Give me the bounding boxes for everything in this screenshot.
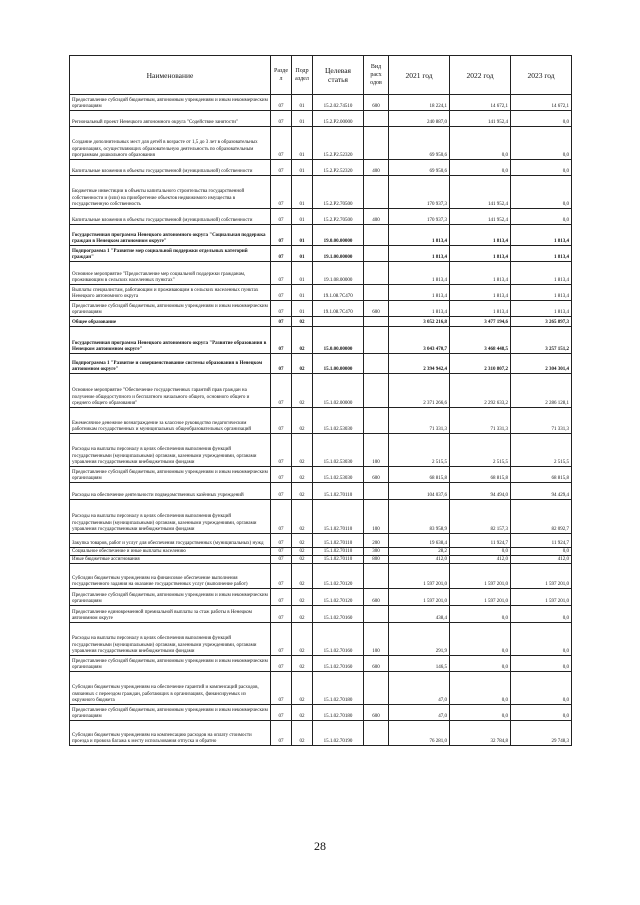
table-row <box>70 127 572 160</box>
row-2022: 68 815,8 <box>450 467 511 483</box>
row-2022: 3 477 194,6 <box>450 317 511 327</box>
row-2021: 1 813,4 <box>389 285 450 301</box>
row-razdel: 07 <box>271 434 292 467</box>
row-2023: 2 515,5 <box>511 434 572 467</box>
row-statya: 15.2.P2.00000 <box>313 111 364 127</box>
row-vid <box>364 285 389 301</box>
row-podrazdel: 01 <box>292 160 313 176</box>
table-row <box>70 301 572 317</box>
row-vid <box>364 111 389 127</box>
row-statya: 15.1.02.70180 <box>313 705 364 721</box>
row-statya: 15.1.02.70110 <box>313 548 364 556</box>
row-vid: 300 <box>364 548 389 556</box>
row-vid: 400 <box>364 160 389 176</box>
row-podrazdel: 02 <box>292 317 313 327</box>
table-row <box>70 589 572 606</box>
row-2021: 18 224,1 <box>389 95 450 111</box>
row-2021: 170 937,3 <box>389 176 450 209</box>
row-2021: 291,9 <box>389 623 450 656</box>
table-row <box>70 209 572 225</box>
row-2023: 68 815,8 <box>511 467 572 483</box>
row-razdel: 07 <box>271 500 292 534</box>
row-2023: 0,0 <box>511 656 572 672</box>
table-row <box>70 721 572 746</box>
table-row <box>70 500 572 534</box>
page-number: 28 <box>314 839 326 853</box>
row-2022: 1 813,4 <box>450 225 511 246</box>
row-name: Предоставление субсидий бюджетным, автономным учреждениям и иным некоммерческим организациям <box>70 705 271 721</box>
row-vid <box>364 564 389 589</box>
row-name: Закупка товаров, работ и услуг для обеспечения государственных (муниципальных) нужд <box>70 534 271 548</box>
row-podrazdel: 02 <box>292 564 313 589</box>
row-name: Предоставление субсидий бюджетным, автономным учреждениям и иным некоммерческим организациям <box>70 656 271 672</box>
row-2021: 104 037,6 <box>389 483 450 500</box>
row-podrazdel: 01 <box>292 301 313 317</box>
row-2021: 69 950,6 <box>389 127 450 160</box>
row-2021: 3 052 216,8 <box>389 317 450 327</box>
table-row <box>70 160 572 176</box>
row-2021: 438,4 <box>389 606 450 623</box>
row-2023: 0,0 <box>511 209 572 225</box>
row-2021: 1 597 201,0 <box>389 589 450 606</box>
row-2023: 94 429,4 <box>511 483 572 500</box>
row-razdel: 07 <box>271 176 292 209</box>
row-statya: 19.1.08.00000 <box>313 262 364 285</box>
row-2023: 0,0 <box>511 705 572 721</box>
row-2021: 68 815,8 <box>389 467 450 483</box>
row-podrazdel: 02 <box>292 534 313 548</box>
row-statya: 15.1.00.00000 <box>313 354 364 374</box>
row-2021: 170 937,3 <box>389 209 450 225</box>
row-2021: 19 638,4 <box>389 534 450 548</box>
row-statya: 15.1.02.70160 <box>313 606 364 623</box>
row-podrazdel: 01 <box>292 225 313 246</box>
row-name: Выплаты специалистам, работающим и проживающим в сельских населенных пунктах Ненецкого автономного округа <box>70 285 271 301</box>
row-razdel: 07 <box>271 556 292 564</box>
table-row <box>70 111 572 127</box>
table-row <box>70 246 572 262</box>
row-vid <box>364 317 389 327</box>
row-podrazdel: 02 <box>292 672 313 705</box>
header-2023: 2023 год <box>511 56 572 95</box>
row-vid: 600 <box>364 705 389 721</box>
row-2021: 1 597 201,0 <box>389 564 450 589</box>
row-statya: 15.1.02.53030 <box>313 434 364 467</box>
row-razdel: 07 <box>271 672 292 705</box>
row-2023: 412,0 <box>511 556 572 564</box>
row-podrazdel: 01 <box>292 111 313 127</box>
row-podrazdel: 02 <box>292 408 313 434</box>
row-vid: 600 <box>364 589 389 606</box>
row-podrazdel: 02 <box>292 434 313 467</box>
row-2022: 0,0 <box>450 672 511 705</box>
row-2022: 82 157,3 <box>450 500 511 534</box>
row-name: Капитальные вложения в объекты государственной (муниципальной) собственности <box>70 209 271 225</box>
header-vid: Вид расх одов <box>364 56 389 95</box>
row-2023: 71 331,3 <box>511 408 572 434</box>
row-name: Основное мероприятие "Обеспечение государственных гарантий прав граждан на получение общедоступного и бесплатного начального общего, основного общего и среднего общего образования" <box>70 374 271 408</box>
row-podrazdel: 02 <box>292 483 313 500</box>
row-2023: 1 813,4 <box>511 246 572 262</box>
row-statya: 15.2.P2.70500 <box>313 209 364 225</box>
row-2022: 1 597 201,0 <box>450 564 511 589</box>
row-vid <box>364 246 389 262</box>
row-razdel: 07 <box>271 408 292 434</box>
row-2022: 1 813,4 <box>450 301 511 317</box>
table-row <box>70 374 572 408</box>
row-name: Капитальные вложения в объекты государственной (муниципальной) собственности <box>70 160 271 176</box>
row-razdel: 07 <box>271 285 292 301</box>
row-name: Предоставление субсидий бюджетным, автономным учреждениям и иным некоммерческим организациям <box>70 467 271 483</box>
row-statya: 15.1.02.70110 <box>313 556 364 564</box>
table-row <box>70 556 572 564</box>
row-2022: 2 310 807,2 <box>450 354 511 374</box>
row-podrazdel: 02 <box>292 500 313 534</box>
row-2022: 141 952,4 <box>450 209 511 225</box>
row-podrazdel: 02 <box>292 327 313 354</box>
row-2023: 1 813,4 <box>511 225 572 246</box>
row-2022: 32 784,8 <box>450 721 511 746</box>
row-name: Расходы на обеспечение деятельности подведомственных казённых учреждений <box>70 483 271 500</box>
row-2021: 412,0 <box>389 556 450 564</box>
row-vid <box>364 721 389 746</box>
row-razdel: 07 <box>271 705 292 721</box>
row-razdel: 07 <box>271 589 292 606</box>
row-name: Предоставление единовременной премиальной выплаты за стаж работы в Ненецком автономном округе <box>70 606 271 623</box>
row-2023: 3 265 897,3 <box>511 317 572 327</box>
row-razdel: 07 <box>271 483 292 500</box>
row-podrazdel: 01 <box>292 209 313 225</box>
table-row <box>70 548 572 556</box>
row-vid <box>364 408 389 434</box>
row-2021: 71 331,3 <box>389 408 450 434</box>
table-row <box>70 95 572 111</box>
row-2022: 1 813,4 <box>450 285 511 301</box>
table-row <box>70 262 572 285</box>
row-2023: 0,0 <box>511 672 572 705</box>
row-statya: 15.1.02.70160 <box>313 623 364 656</box>
row-name: Расходы на выплаты персоналу в целях обеспечения выполнения функций государственными (муниципальными) органами, казенными учреждениями, органами управления государственными внебюджетными фондами <box>70 500 271 534</box>
row-name: Иные бюджетные ассигнования <box>70 556 271 564</box>
row-name: Подпрограмма 1 "Развитие мер социальной поддержки отдельных категорий граждан" <box>70 246 271 262</box>
row-razdel: 07 <box>271 225 292 246</box>
row-vid <box>364 225 389 246</box>
row-vid <box>364 176 389 209</box>
row-podrazdel: 01 <box>292 262 313 285</box>
row-statya: 15.2.P2.52320 <box>313 160 364 176</box>
row-name: Государственная программа Ненецкого автономного округа "Развитие образования в Ненецком автономном округе" <box>70 327 271 354</box>
row-name: Региональный проект Ненецкого автономного округа "Содействие занятости" <box>70 111 271 127</box>
table-row <box>70 467 572 483</box>
row-2022: 0,0 <box>450 656 511 672</box>
row-statya: 15.1.02.70110 <box>313 534 364 548</box>
row-razdel: 07 <box>271 354 292 374</box>
row-statya: 15.1.02.70110 <box>313 483 364 500</box>
row-podrazdel: 02 <box>292 623 313 656</box>
row-2023: 0,0 <box>511 111 572 127</box>
table-row <box>70 564 572 589</box>
row-2023: 1 597 201,0 <box>511 589 572 606</box>
row-vid: 600 <box>364 301 389 317</box>
row-razdel: 07 <box>271 656 292 672</box>
row-razdel: 07 <box>271 721 292 746</box>
row-2023: 0,0 <box>511 606 572 623</box>
row-vid <box>364 672 389 705</box>
row-name: Субсидии бюджетным учреждениям на компенсацию расходов на оплату стоимости проезда и провоза багажа к месту использования отпуска и обратно <box>70 721 271 746</box>
row-razdel: 07 <box>271 327 292 354</box>
row-2022: 1 813,4 <box>450 246 511 262</box>
header-statya: Целевая статья <box>313 56 364 95</box>
row-2023: 1 813,4 <box>511 285 572 301</box>
row-2021: 3 043 470,7 <box>389 327 450 354</box>
row-podrazdel: 01 <box>292 285 313 301</box>
row-2023: 0,0 <box>511 548 572 556</box>
row-2021: 69 950,6 <box>389 160 450 176</box>
row-2021: 1 813,4 <box>389 301 450 317</box>
row-razdel: 07 <box>271 246 292 262</box>
row-2023: 2 304 301,4 <box>511 354 572 374</box>
row-vid <box>364 327 389 354</box>
table-row <box>70 176 572 209</box>
row-statya: 19.1.08.7C470 <box>313 285 364 301</box>
row-2022: 14 672,1 <box>450 95 511 111</box>
row-2023: 82 092,7 <box>511 500 572 534</box>
table-row <box>70 483 572 500</box>
row-statya: 19.1.08.7C470 <box>313 301 364 317</box>
row-2023: 1 813,4 <box>511 301 572 317</box>
row-statya: 15.1.02.70180 <box>313 672 364 705</box>
row-name: Государственная программа Ненецкого автономного округа "Социальная поддержка граждан в Ненецком автономном округе" <box>70 225 271 246</box>
budget-table <box>69 55 572 746</box>
row-2021: 2 394 942,4 <box>389 354 450 374</box>
row-2023: 3 257 151,2 <box>511 327 572 354</box>
row-name: Предоставление субсидий бюджетным, автономным учреждениям и иным некоммерческим организациям <box>70 95 271 111</box>
row-name: Создание дополнительных мест для детей в возрасте от 1,5 до 3 лет в образовательных организациях, осуществляющих образовательную деятельность по образовательным программам дошкольного образования <box>70 127 271 160</box>
row-statya: 15.1.02.70190 <box>313 721 364 746</box>
row-2021: 47,0 <box>389 672 450 705</box>
row-2022: 2 515,5 <box>450 434 511 467</box>
row-podrazdel: 01 <box>292 246 313 262</box>
table-row <box>70 434 572 467</box>
table-row <box>70 317 572 327</box>
row-name: Субсидии бюджетным учреждениям на финансовое обеспечение выполнения государственного задания на оказание государственных услуг (выполнение работ) <box>70 564 271 589</box>
row-2022: 0,0 <box>450 160 511 176</box>
row-2022: 0,0 <box>450 548 511 556</box>
row-vid <box>364 127 389 160</box>
row-name: Расходы на выплаты персоналу в целях обеспечения выполнения функций государственными (муниципальными) органами, казенными учреждениями, органами управления государственными внебюджетными фондами <box>70 434 271 467</box>
row-razdel: 07 <box>271 111 292 127</box>
row-statya: 19.1.00.00000 <box>313 246 364 262</box>
table-row <box>70 623 572 656</box>
row-2022: 3 468 448,5 <box>450 327 511 354</box>
row-2022: 412,0 <box>450 556 511 564</box>
row-2023: 1 813,4 <box>511 262 572 285</box>
row-razdel: 07 <box>271 374 292 408</box>
row-statya: 15.1.02.70160 <box>313 656 364 672</box>
row-razdel: 07 <box>271 209 292 225</box>
row-statya: 15.1.02.70120 <box>313 589 364 606</box>
row-razdel: 07 <box>271 548 292 556</box>
row-2022: 0,0 <box>450 705 511 721</box>
table-row <box>70 285 572 301</box>
row-name: Расходы на выплаты персоналу в целях обеспечения выполнения функций государственными (муниципальными) органами, казенными учреждениями, органами управления государственными внебюджетными фондами <box>70 623 271 656</box>
row-vid <box>364 354 389 374</box>
row-statya: 15.2.P2.70500 <box>313 176 364 209</box>
row-2022: 141 952,4 <box>450 111 511 127</box>
row-razdel: 07 <box>271 127 292 160</box>
header-2022: 2022 год <box>450 56 511 95</box>
row-vid: 100 <box>364 434 389 467</box>
row-razdel: 07 <box>271 262 292 285</box>
row-2021: 47,0 <box>389 705 450 721</box>
table-row <box>70 408 572 434</box>
row-podrazdel: 02 <box>292 548 313 556</box>
row-vid: 100 <box>364 500 389 534</box>
row-statya: 15.1.02.53030 <box>313 408 364 434</box>
header-razdel: Разде л <box>271 56 292 95</box>
table-row <box>70 534 572 548</box>
row-vid: 600 <box>364 95 389 111</box>
row-vid <box>364 262 389 285</box>
row-vid: 800 <box>364 556 389 564</box>
table-row <box>70 327 572 354</box>
row-name: Подпрограмма 1 "Развитие и совершенствование системы образования в Ненецком автономном округе" <box>70 354 271 374</box>
row-name: Субсидии бюджетным учреждениям на обеспечение гарантий и компенсаций расходов, связанных с переездом граждан, работающих в организациях, финансируемых из окружного бюджета <box>70 672 271 705</box>
header-podrazdel: Подр аздел <box>292 56 313 95</box>
row-vid: 200 <box>364 534 389 548</box>
row-2023: 0,0 <box>511 127 572 160</box>
row-2022: 0,0 <box>450 127 511 160</box>
row-name: Бюджетные инвестиции в объекты капитального строительства государственной собственности и (или) на приобретение объектов недвижимого имущества в государственную собственность <box>70 176 271 209</box>
table-row <box>70 656 572 672</box>
row-2021: 28,2 <box>389 548 450 556</box>
row-vid: 600 <box>364 656 389 672</box>
row-2021: 1 813,4 <box>389 225 450 246</box>
row-name: Основное мероприятие "Предоставление мер социальной поддержки гражданам, проживающим в сельских населенных пунктах" <box>70 262 271 285</box>
row-vid: 100 <box>364 623 389 656</box>
row-podrazdel: 02 <box>292 354 313 374</box>
row-2022: 0,0 <box>450 606 511 623</box>
row-razdel: 07 <box>271 317 292 327</box>
row-podrazdel: 01 <box>292 95 313 111</box>
row-2023: 0,0 <box>511 160 572 176</box>
row-2021: 76 281,0 <box>389 721 450 746</box>
row-2021: 146,5 <box>389 656 450 672</box>
table-row <box>70 354 572 374</box>
table-row <box>70 705 572 721</box>
row-razdel: 07 <box>271 534 292 548</box>
row-2023: 0,0 <box>511 623 572 656</box>
row-statya: 19.0.00.00000 <box>313 225 364 246</box>
row-name: Предоставление субсидий бюджетным, автономным учреждениям и иным некоммерческим организациям <box>70 301 271 317</box>
row-vid <box>364 606 389 623</box>
row-podrazdel: 02 <box>292 589 313 606</box>
row-statya: 15.1.02.53030 <box>313 467 364 483</box>
header-name: Наименование <box>70 56 271 95</box>
row-name: Ежемесячное денежное вознаграждение за классное руководство педагогическим работникам государственных и муниципальных общеобразовательных организаций <box>70 408 271 434</box>
row-statya <box>313 317 364 327</box>
row-podrazdel: 01 <box>292 176 313 209</box>
row-name: Общее образование <box>70 317 271 327</box>
row-podrazdel: 02 <box>292 556 313 564</box>
row-razdel: 07 <box>271 606 292 623</box>
row-2023: 14 672,1 <box>511 95 572 111</box>
row-2022: 2 292 633,2 <box>450 374 511 408</box>
row-podrazdel: 02 <box>292 656 313 672</box>
table-header-row <box>70 56 572 95</box>
row-2022: 141 952,4 <box>450 176 511 209</box>
row-statya: 15.1.02.00000 <box>313 374 364 408</box>
row-2022: 11 924,7 <box>450 534 511 548</box>
row-2023: 11 924,7 <box>511 534 572 548</box>
row-2021: 2 371 266,6 <box>389 374 450 408</box>
row-razdel: 07 <box>271 160 292 176</box>
row-2021: 240 887,0 <box>389 111 450 127</box>
row-podrazdel: 02 <box>292 705 313 721</box>
row-vid <box>364 483 389 500</box>
row-2021: 83 958,9 <box>389 500 450 534</box>
table-body <box>70 95 572 746</box>
row-podrazdel: 02 <box>292 721 313 746</box>
row-2022: 71 331,3 <box>450 408 511 434</box>
table-row <box>70 606 572 623</box>
row-2023: 29 748,3 <box>511 721 572 746</box>
row-razdel: 07 <box>271 623 292 656</box>
row-razdel: 07 <box>271 564 292 589</box>
row-vid: 400 <box>364 209 389 225</box>
row-name: Предоставление субсидий бюджетным, автономным учреждениям и иным некоммерческим организациям <box>70 589 271 606</box>
row-vid <box>364 374 389 408</box>
row-2022: 1 813,4 <box>450 262 511 285</box>
row-podrazdel: 02 <box>292 467 313 483</box>
row-2021: 2 515,5 <box>389 434 450 467</box>
row-2023: 2 286 128,1 <box>511 374 572 408</box>
row-podrazdel: 02 <box>292 606 313 623</box>
row-statya: 15.1.02.70120 <box>313 564 364 589</box>
row-2021: 1 813,4 <box>389 262 450 285</box>
row-2022: 0,0 <box>450 623 511 656</box>
row-statya: 15.2.02.74510 <box>313 95 364 111</box>
row-razdel: 07 <box>271 467 292 483</box>
row-2021: 1 813,4 <box>389 246 450 262</box>
row-podrazdel: 01 <box>292 127 313 160</box>
budget-table-container <box>69 55 571 746</box>
row-2022: 1 597 201,0 <box>450 589 511 606</box>
row-vid: 600 <box>364 467 389 483</box>
row-statya: 15.1.02.70110 <box>313 500 364 534</box>
row-podrazdel: 02 <box>292 374 313 408</box>
row-name: Социальное обеспечение и иные выплаты населению <box>70 548 271 556</box>
table-row <box>70 225 572 246</box>
row-razdel: 07 <box>271 95 292 111</box>
table-row <box>70 672 572 705</box>
row-razdel: 07 <box>271 301 292 317</box>
row-statya: 15.2.P2.52320 <box>313 127 364 160</box>
row-2023: 1 597 201,0 <box>511 564 572 589</box>
header-2021: 2021 год <box>389 56 450 95</box>
row-statya: 15.0.00.00000 <box>313 327 364 354</box>
row-2023: 0,0 <box>511 176 572 209</box>
row-2022: 94 494,0 <box>450 483 511 500</box>
